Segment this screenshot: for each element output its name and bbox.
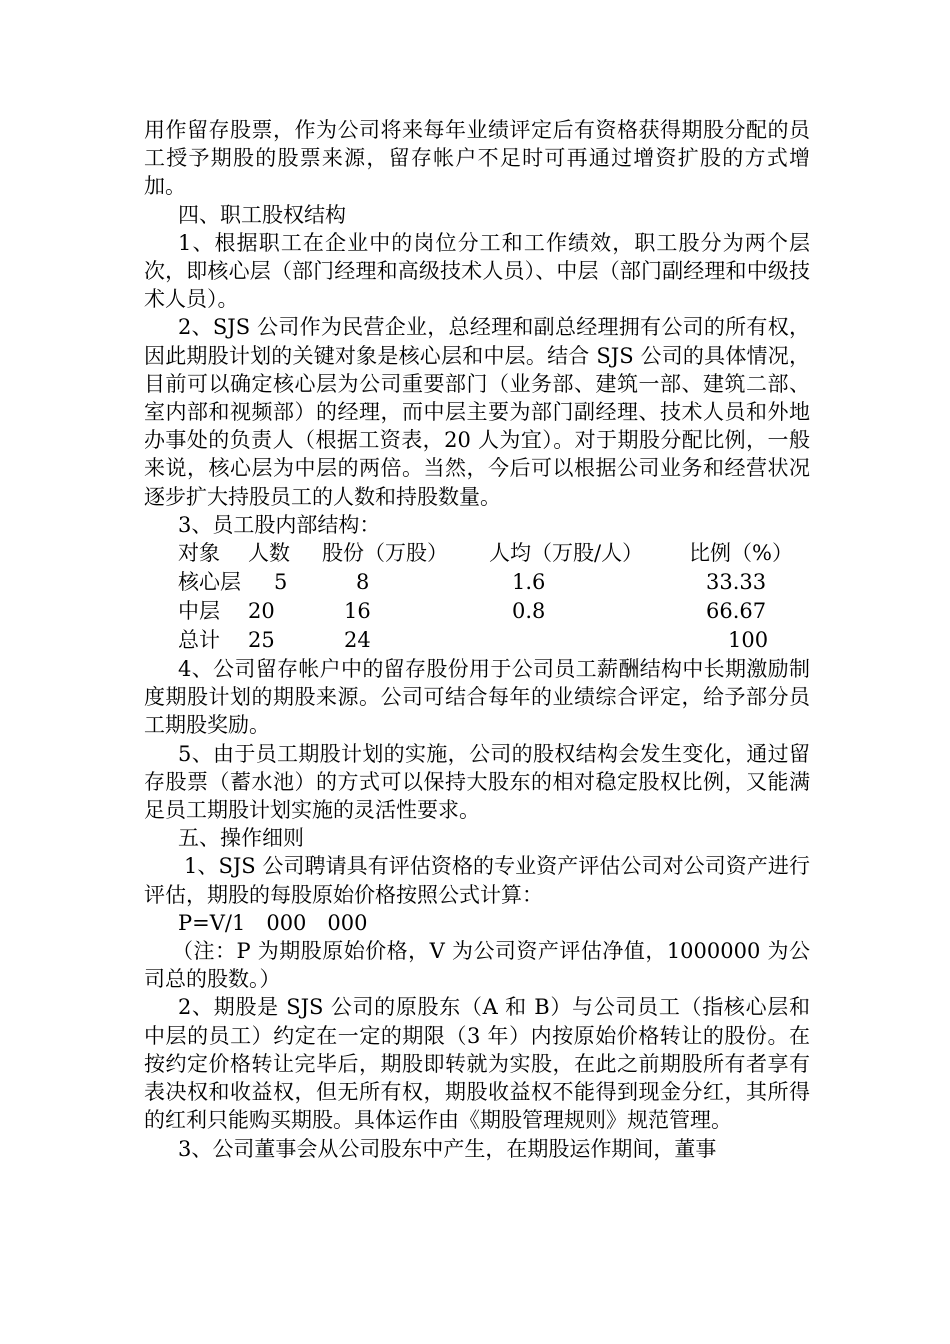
table-cell: 100 [728, 628, 769, 653]
table-row [144, 597, 810, 626]
table-header-cell: 人数 [248, 541, 290, 566]
table-header-row [144, 539, 810, 568]
table-cell: 8 [356, 570, 370, 595]
paragraph-item-2: 2、SJS 公司作为民营企业，总经理和副总经理拥有公司的所有权，因此期股计划的关键对象是核心层和中层。结合 SJS 公司的具体情况，目前可以确定核心层为公司重要部门（业务部、建筑一部、建筑二部、室内部和视频部）的经理，而中层主要为部门副经理、技术人员和外地办事处的负责人（根据工资表，20 人为宜）。对于期股分配比例，一般来说，核心层为中层的两倍。当然，今后可以根据公司业务和经营状况逐步扩大持股员工的人数和持股数量。 [144, 315, 810, 509]
table-cell: 中层 [178, 599, 220, 624]
formula: P=V/1 000 000 [178, 910, 368, 935]
table-row [144, 626, 810, 655]
table-cell: 总计 [178, 628, 220, 653]
paragraph-item-1: 1、根据职工在企业中的岗位分工和工作绩效，职工股分为两个层次，即核心层（部门经理和高级技术人员）、中层（部门副经理和中级技术人员）。 [144, 230, 810, 312]
table-cell: 核心层 [178, 570, 241, 595]
paragraph-item-5: 5、由于员工期股计划的实施，公司的股权结构会发生变化，通过留存股票（蓄水池）的方式可以保持大股东的相对稳定股权比例，又能满足员工期股计划实施的灵活性要求。 [144, 741, 810, 823]
table-cell: 1.6 [512, 570, 546, 595]
table-row [144, 568, 810, 597]
document-page [144, 116, 810, 1163]
table-cell: 33.33 [706, 570, 767, 595]
table-header-cell: 比例（%） [689, 541, 793, 566]
table-cell: 0.8 [512, 599, 546, 624]
paragraph-item-4: 4、公司留存帐户中的留存股份用于公司员工薪酬结构中长期激励制度期股计划的期股来源。公司可结合每年的业绩综合评定，给予部分员工期股奖励。 [144, 657, 810, 738]
formula-note: （注：P 为期股原始价格，V 为公司资产评估净值，1000000 为公司总的股数。） [144, 939, 810, 992]
table-header-cell: 股份（万股） [322, 541, 448, 566]
table-header-cell: 对象 [178, 541, 220, 566]
table-cell: 16 [344, 599, 371, 624]
table-cell: 25 [248, 628, 275, 653]
table-header-cell: 人均（万股/人） [489, 541, 644, 566]
section-heading-operation-details: 五、操作细则 [178, 826, 304, 851]
paragraph-op-item-2: 2、期股是 SJS 公司的原股东（A 和 B）与公司员工（指核心层和中层的员工）约定在一定的期限（3 年）内按原始价格转让的股份。在按约定价格转让完毕后，期股即转就为实股，在此之前期股所有者享有表决权和收益权，但无所有权，期股收益权不能得到现金分红，其所得的红利只能购买期股。具体运作由《期股管理规则》规范管理。 [144, 995, 810, 1133]
paragraph-op-item-1: 1、SJS 公司聘请具有评估资格的专业资产评估公司对公司资产进行评估，期股的每股原始价格按照公式计算： [144, 854, 810, 907]
section-heading-equity-structure: 四、职工股权结构 [178, 202, 346, 227]
table-cell: 5 [274, 570, 288, 595]
paragraph-item-3: 3、员工股内部结构： [178, 512, 381, 537]
paragraph-op-item-3: 3、公司董事会从公司股东中产生，在期股运作期间，董事 [178, 1136, 717, 1161]
table-cell: 20 [248, 599, 275, 624]
paragraph-intro: 用作留存股票，作为公司将来每年业绩评定后有资格获得期股分配的员工授予期股的股票来源，留存帐户不足时可再通过增资扩股的方式增加。 [144, 118, 810, 199]
table-cell: 66.67 [706, 599, 767, 624]
table-cell: 24 [344, 628, 371, 653]
